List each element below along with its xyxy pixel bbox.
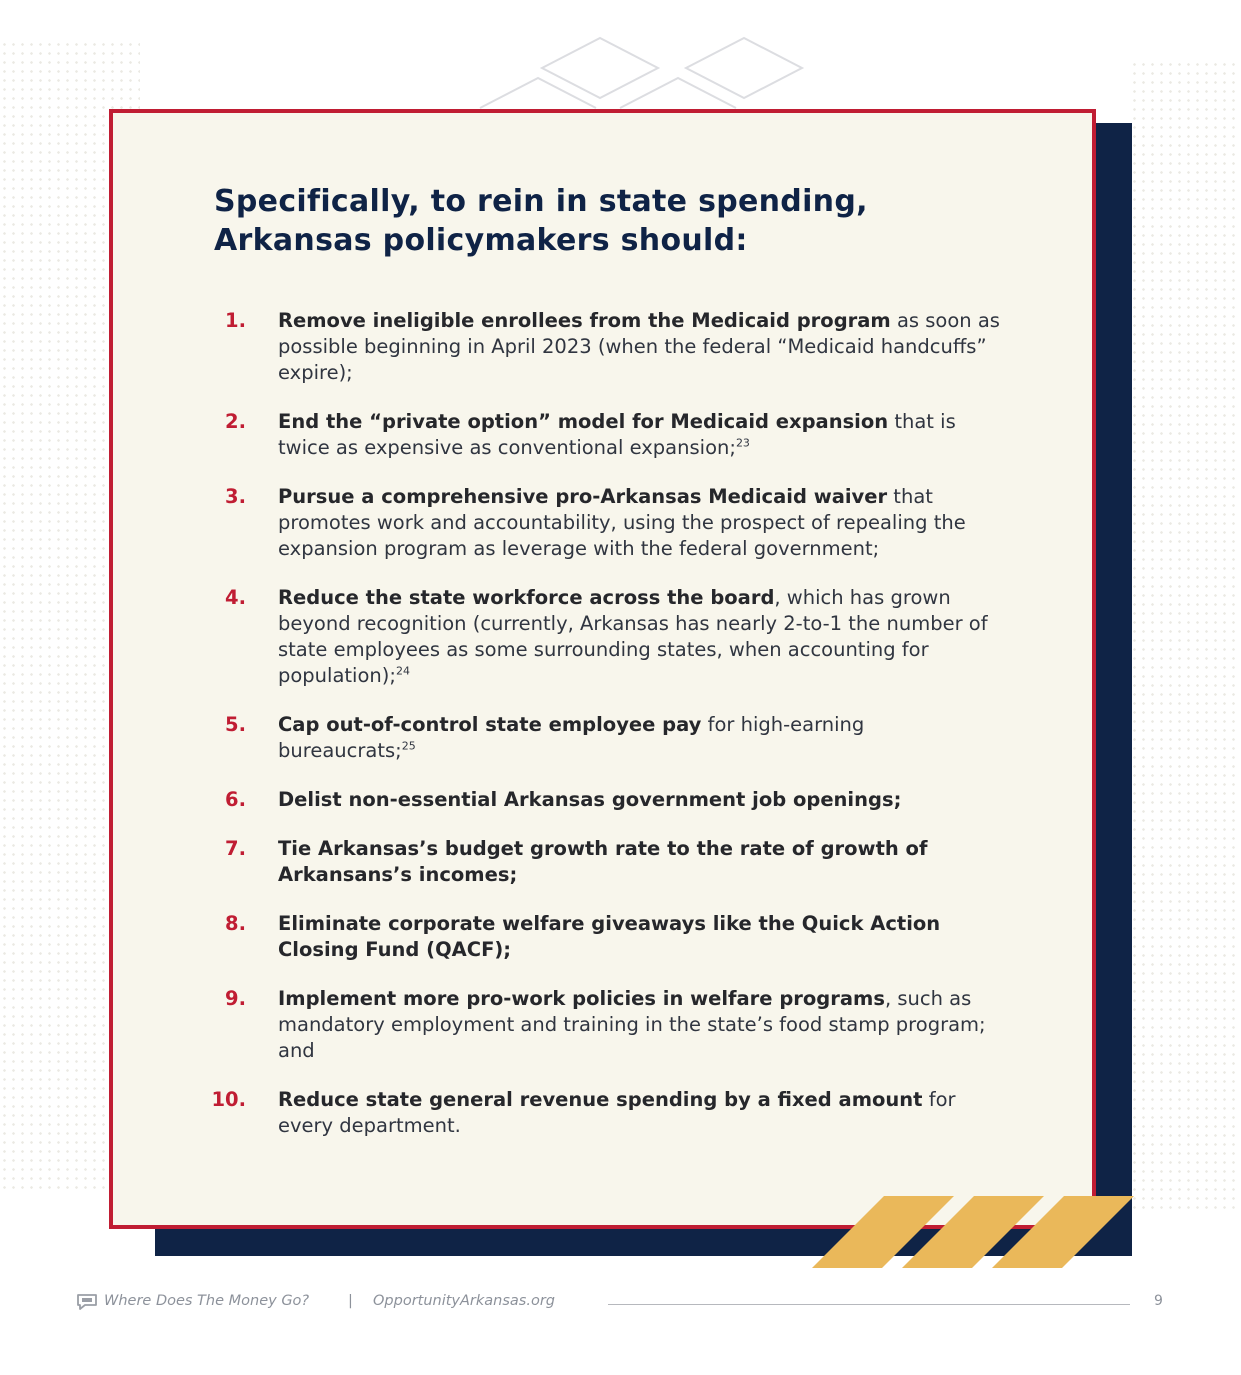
list-item bbox=[200, 409, 1000, 461]
background-dot-texture-right bbox=[1130, 60, 1241, 1210]
heading-line-2: Arkansas policymakers should: bbox=[214, 223, 748, 258]
item-body-text: that promotes work and accountability, using the prospect of repealing the expansion program as leverage with the federal government; bbox=[278, 485, 966, 560]
item-number: 7. bbox=[225, 837, 246, 860]
item-number: 5. bbox=[225, 713, 246, 736]
gold-stripe-decoration bbox=[812, 1196, 1134, 1268]
item-number: 3. bbox=[225, 485, 246, 508]
item-lead-text: Remove ineligible enrollees from the Medicaid program bbox=[278, 309, 891, 332]
item-body-text: for every department. bbox=[278, 1088, 956, 1137]
item-body-text: , such as mandatory employment and training in the state’s food stamp program; and bbox=[278, 987, 986, 1062]
item-body-text: as soon as possible beginning in April 2023 (when the federal “Medicaid handcuffs” expire); bbox=[278, 309, 1000, 384]
page-footer bbox=[76, 1290, 1176, 1316]
list-item bbox=[200, 1087, 1000, 1139]
list-item bbox=[200, 712, 1000, 764]
item-lead-text: Cap out-of-control state employee pay bbox=[278, 713, 702, 736]
page-heading bbox=[214, 182, 974, 260]
item-number: 1. bbox=[225, 309, 246, 332]
item-number: 6. bbox=[225, 788, 246, 811]
item-lead-text: Eliminate corporate welfare giveaways like the Quick Action Closing Fund (QACF); bbox=[278, 912, 941, 961]
footer-divider-line bbox=[608, 1304, 1130, 1305]
list-item bbox=[200, 836, 1000, 888]
list-item bbox=[200, 787, 1000, 813]
footer-website-link[interactable]: OpportunityArkansas.org bbox=[373, 1293, 556, 1309]
item-body-text: that is twice as expensive as conventional expansion; bbox=[278, 410, 956, 459]
page-number: 9 bbox=[1154, 1293, 1163, 1309]
item-number: 8. bbox=[225, 912, 246, 935]
footer-separator: | bbox=[348, 1293, 353, 1309]
item-lead-text: Tie Arkansas’s budget growth rate to the rate of growth of Arkansans’s incomes; bbox=[278, 837, 928, 886]
item-body-text: for high-earning bureaucrats; bbox=[278, 713, 865, 762]
item-body-text: , which has grown beyond recognition (currently, Arkansas has nearly 2-to-1 the number of state employees as some surrounding states, when accounting for population); bbox=[278, 586, 988, 687]
list-item bbox=[200, 911, 1000, 963]
heading-line-1: Specifically, to rein in state spending, bbox=[214, 184, 868, 219]
list-item bbox=[200, 986, 1000, 1064]
item-lead-text: Implement more pro-work policies in welfare programs bbox=[278, 987, 885, 1010]
list-item bbox=[200, 585, 1000, 689]
item-lead-text: End the “private option” model for Medicaid expansion bbox=[278, 410, 889, 433]
diamond-outline-decoration bbox=[470, 30, 820, 120]
item-lead-text: Reduce the state workforce across the board bbox=[278, 586, 775, 609]
speech-bubble-logo-icon bbox=[76, 1293, 98, 1311]
footnote-marker: 24 bbox=[395, 664, 410, 678]
item-number: 10. bbox=[211, 1088, 246, 1111]
item-number: 9. bbox=[225, 987, 246, 1010]
item-lead-text: Delist non-essential Arkansas government job openings; bbox=[278, 788, 902, 811]
item-number: 4. bbox=[225, 586, 246, 609]
footer-publication-title: Where Does The Money Go? bbox=[104, 1293, 310, 1309]
list-item bbox=[200, 484, 1000, 562]
item-number: 2. bbox=[225, 410, 246, 433]
footnote-marker: 23 bbox=[735, 436, 750, 450]
footnote-marker: 25 bbox=[401, 739, 416, 753]
policy-recommendations-list bbox=[200, 308, 1000, 1162]
list-item bbox=[200, 308, 1000, 386]
item-lead-text: Reduce state general revenue spending by a fixed amount bbox=[278, 1088, 923, 1111]
item-lead-text: Pursue a comprehensive pro-Arkansas Medicaid waiver bbox=[278, 485, 888, 508]
